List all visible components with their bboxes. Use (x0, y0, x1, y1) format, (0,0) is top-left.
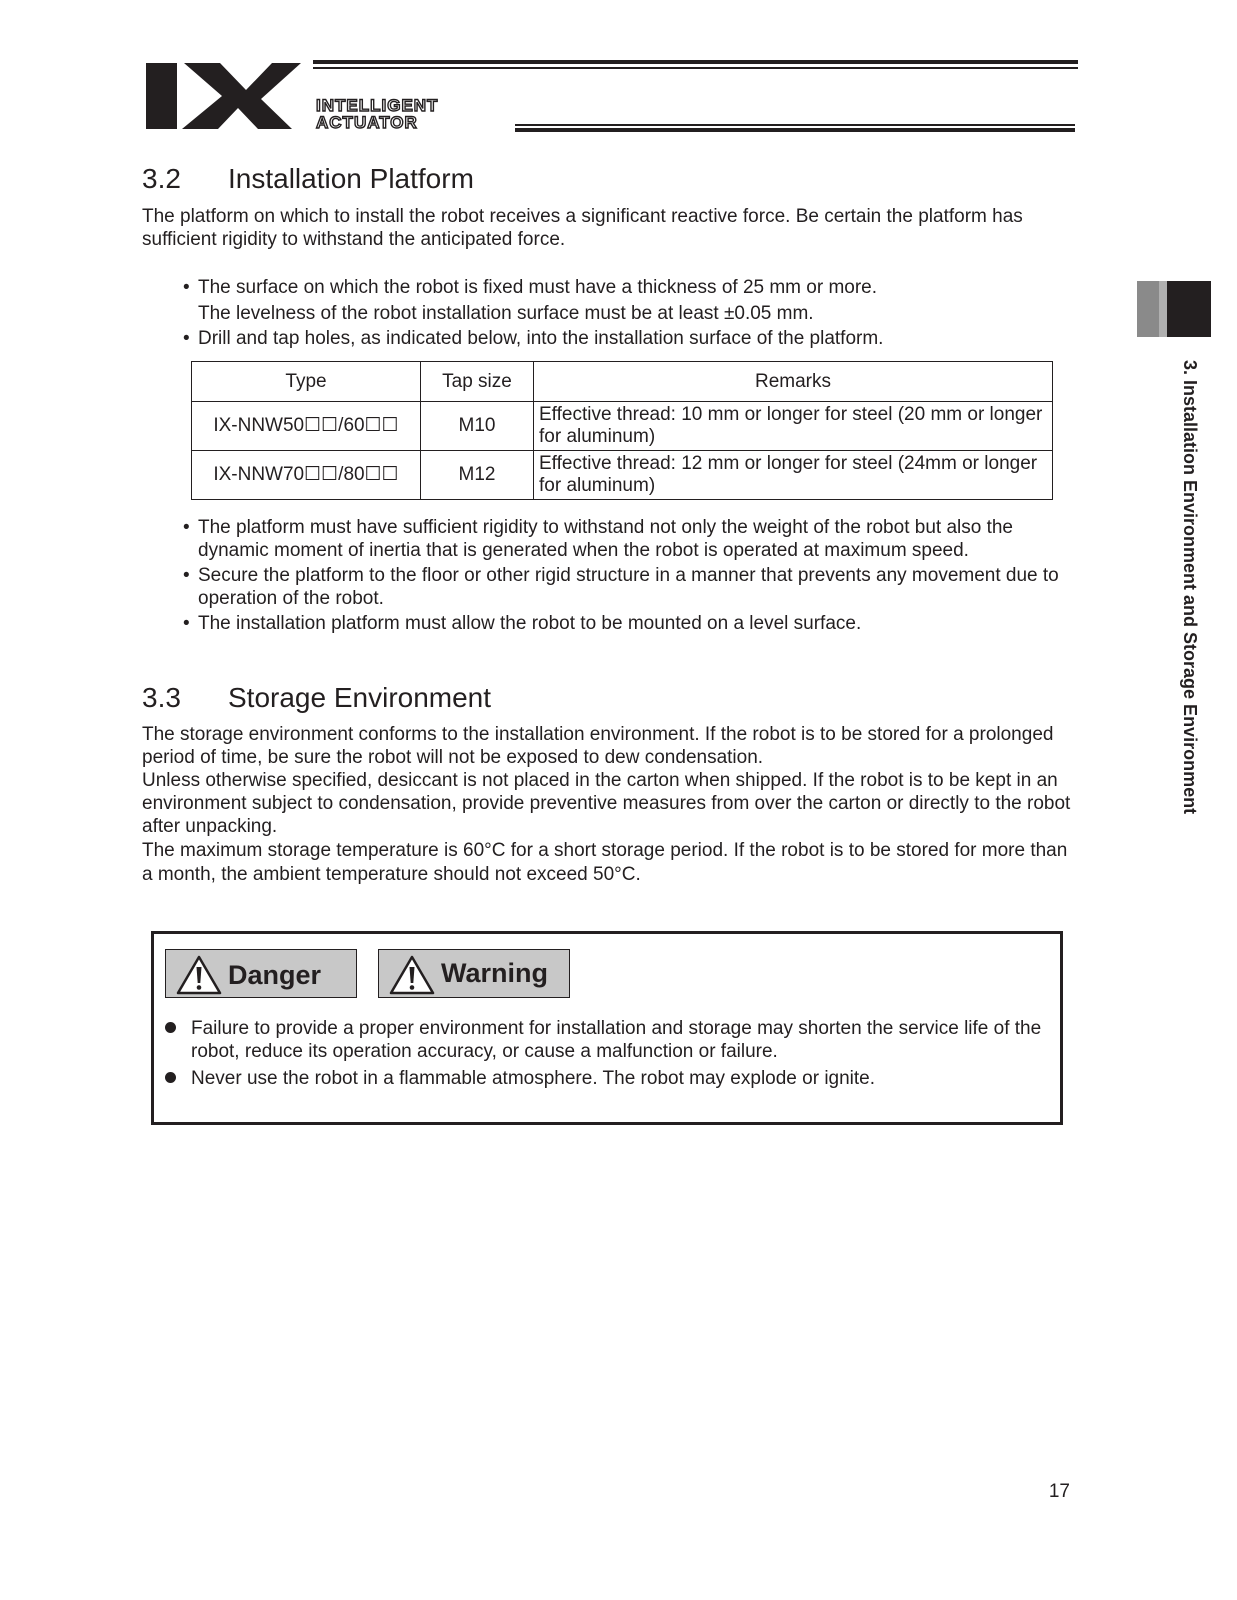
side-tab-marker-gray (1137, 281, 1159, 337)
storage-paragraph-3: The maximum storage temperature is 60°C for a short storage period. If the robot is to be stored for more than a month, the ambient temperature should not exceed 50°C. (142, 840, 1068, 885)
caution-list (163, 1017, 1053, 1094)
header-rule-top-thin (313, 67, 1078, 69)
logo-line-2: ACTUATOR (316, 113, 418, 132)
column-header-type: Type (192, 362, 421, 402)
side-chapter-label: 3. Installation Environment and Storage Environment (1180, 360, 1200, 815)
cell-tap-size: M12 (421, 451, 534, 500)
platform-requirements-list (183, 276, 1083, 352)
side-tab-marker-dark (1167, 281, 1211, 337)
list-item: Failure to provide a proper environment for installation and storage may shorten the service life of the robot, reduce its operation accuracy, or cause a malfunction or failure. (163, 1017, 1053, 1063)
cell-type: IX-NNW50☐☐/60☐☐ (192, 402, 421, 451)
cell-tap-size: M10 (421, 402, 534, 451)
column-header-remarks: Remarks (534, 362, 1053, 402)
section-number: 3.3 (142, 682, 181, 713)
table-row (192, 402, 1053, 451)
platform-rigidity-list (183, 516, 1083, 637)
bullet-subtext: The levelness of the robot installation surface must be at least ±0.05 mm. (198, 303, 814, 324)
danger-label: Danger (228, 960, 322, 990)
list-item (183, 327, 1083, 350)
section-3-3-heading (142, 682, 491, 714)
section-title: Storage Environment (228, 682, 492, 713)
header-rule-bottom-thick (515, 128, 1075, 132)
section-3-2-intro: The platform on which to install the robot receives a significant reactive force. Be certain the platform has sufficient rigidity to withstand the anticipated force. (142, 206, 1023, 250)
list-item: • Secure the platform to the floor or other rigid structure in a manner that prevents any movement due to operation of the robot. (183, 564, 1083, 610)
tap-hole-table (191, 361, 1053, 500)
logo-wordmark (316, 97, 438, 131)
page-number: 17 (1048, 1481, 1070, 1502)
table-row (192, 451, 1053, 500)
storage-paragraph-1: The storage environment conforms to the installation environment. If the robot is to be stored for a prolonged period of time, be sure the robot will not be exposed to dew condensation. (142, 724, 1054, 768)
ix-logo-mark (146, 60, 301, 132)
section-3-2-heading (142, 163, 474, 195)
warning-triangle-icon (388, 954, 436, 996)
header-rule-top-thick (313, 60, 1078, 64)
danger-badge (165, 949, 357, 998)
section-title: Installation Platform (228, 163, 474, 194)
list-item: • The platform must have sufficient rigidity to withstand not only the weight of the robot but also the dynamic moment of inertia that is generated when the robot is operated at maximum speed. (183, 516, 1083, 562)
header-rule-bottom-thin (515, 124, 1075, 126)
bullet-text: The surface on which the robot is fixed must have a thickness of 25 mm or more. (198, 277, 878, 298)
side-tab-marker-light (1159, 281, 1167, 337)
list-item (183, 276, 1083, 325)
logo-line-1: INTELLIGENT (316, 96, 439, 115)
warning-badge (378, 949, 570, 998)
warning-triangle-icon (175, 954, 223, 996)
cell-remarks: Effective thread: 10 mm or longer for steel (20 mm or longer for aluminum) (534, 402, 1053, 451)
bullet-text: Drill and tap holes, as indicated below, into the installation surface of the platform. (198, 328, 884, 349)
cell-type: IX-NNW70☐☐/80☐☐ (192, 451, 421, 500)
storage-paragraph-2: Unless otherwise specified, desiccant is not placed in the carton when shipped. If the robot is to be kept in an environment subject to condensation, provide preventive measures from over the carton or directly to the robot after unpacking. (142, 770, 1071, 837)
section-number: 3.2 (142, 163, 181, 194)
list-item: Never use the robot in a flammable atmosphere. The robot may explode or ignite. (163, 1067, 1053, 1090)
column-header-tap-size: Tap size (421, 362, 534, 402)
list-item: • The installation platform must allow the robot to be mounted on a level surface. (183, 612, 1083, 635)
warning-label: Warning (441, 958, 548, 988)
cell-remarks: Effective thread: 12 mm or longer for steel (24mm or longer for aluminum) (534, 451, 1053, 500)
table-header-row (192, 362, 1053, 402)
